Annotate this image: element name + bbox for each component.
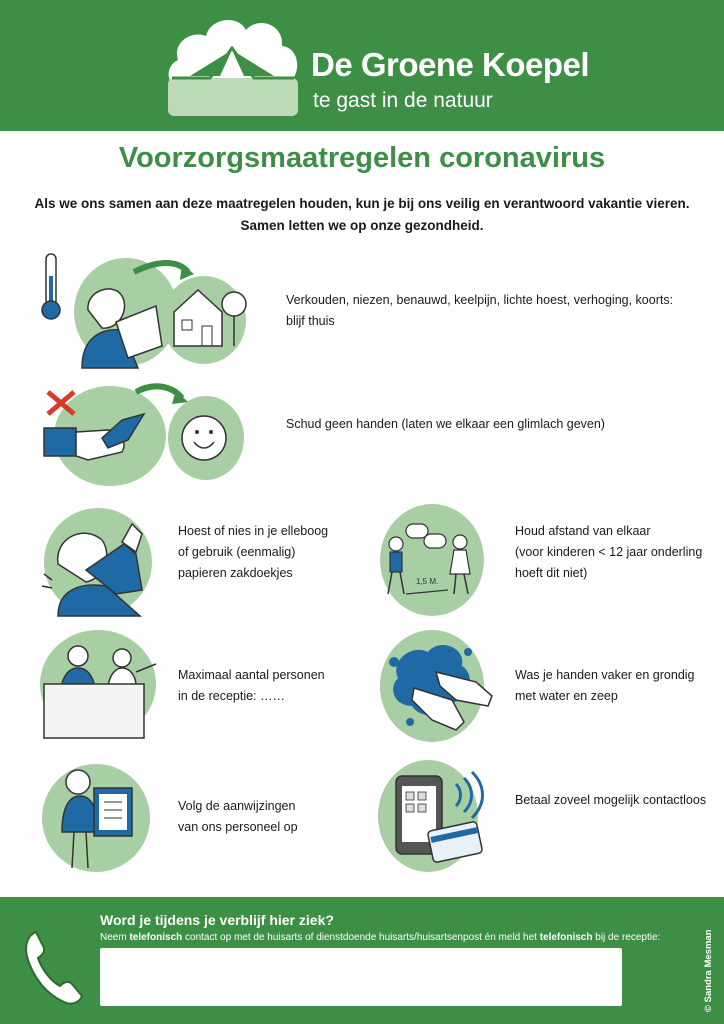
rule-distance-text	[515, 521, 702, 584]
footer-note-part-2: contact op met de huisarts of dienstdoende huisarts/huisartsenpost én meld het	[182, 932, 540, 943]
rule-stay-home-text	[286, 290, 673, 332]
page-title: Voorzorgsmaatregelen coronavirus	[118, 142, 606, 174]
intro-line-1: Als we ons samen aan deze maatregelen houden, kun je bij ons veilig en verantwoord vakantie vieren.	[34, 196, 690, 211]
rule-elbow-line-1: Hoest of nies in je elleboog	[178, 524, 329, 538]
rule-elbow-text	[178, 521, 328, 584]
rule-wash-text	[515, 665, 695, 707]
rule-distance-line-1: Houd afstand van elkaar	[515, 524, 651, 538]
footer-question: Word je tijdens je verblijf hier ziek?	[100, 912, 334, 928]
rule-stay-home-line-1: Verkouden, niezen, benauwd, keelpijn, lichte hoest, verhoging, koorts:	[286, 293, 674, 307]
rule-stay-home-line-2: blijf thuis	[286, 314, 335, 328]
rule-elbow-line-3: papieren zakdoekjes	[178, 566, 293, 580]
stay-home-illustration	[38, 250, 250, 372]
phone-icon	[22, 928, 86, 1006]
rule-staff-line-1: Volg de aanwijzingen	[178, 799, 296, 813]
footer-note-bold-1: telefonisch	[129, 932, 183, 943]
rule-elbow-line-2: of gebruik (eenmalig)	[178, 545, 296, 559]
rule-reception-line-2: in de receptie: ……	[178, 689, 285, 703]
rule-wash-line-1: Was je handen vaker en grondig	[515, 668, 695, 682]
footer-note	[100, 932, 660, 943]
brand-name: De Groene Koepel	[311, 46, 590, 83]
brand-tagline: te gast in de natuur	[313, 89, 493, 112]
smiley-icon	[182, 416, 226, 460]
footer-note-bold-2: telefonisch	[539, 932, 593, 943]
rule-reception-line-1: Maximaal aantal personen	[178, 668, 325, 682]
distance-illustration	[376, 500, 488, 620]
footer-note-part-1: Neem	[100, 932, 130, 943]
rule-staff-text	[178, 796, 298, 838]
intro-text	[30, 193, 694, 237]
rule-contactless-text	[515, 790, 706, 811]
rule-wash-line-2: met water en zeep	[515, 689, 618, 703]
phone-number-write-field[interactable]	[100, 948, 622, 1006]
no-handshake-illustration	[38, 380, 250, 488]
rule-distance-line-3: hoeft dit niet)	[515, 566, 588, 580]
reception-illustration	[36, 628, 160, 740]
koepel-logo-icon	[162, 12, 304, 120]
rule-no-handshake-line-1: Schud geen handen (laten we elkaar een glimlach geven)	[286, 417, 605, 431]
staff-instructions-illustration	[36, 758, 154, 874]
rule-staff-line-2: van ons personeel op	[178, 820, 298, 834]
thermometer-icon	[42, 254, 60, 319]
footer-note-part-3: bij de receptie:	[592, 932, 661, 943]
rule-reception-text	[178, 665, 325, 707]
illustrator-credit: © Sandra Mesman	[703, 929, 714, 1012]
elbow-sneeze-illustration	[36, 504, 154, 620]
intro-line-2: Samen letten we op onze gezondheid.	[240, 218, 484, 233]
contactless-pay-illustration	[376, 756, 488, 874]
wash-hands-illustration	[376, 626, 496, 744]
distance-label: 1,5 M.	[416, 577, 439, 586]
rule-no-handshake-text	[286, 414, 605, 435]
rule-contactless-line-1: Betaal zoveel mogelijk contactloos	[515, 793, 707, 807]
rule-distance-line-2: (voor kinderen < 12 jaar onderling	[515, 545, 703, 559]
